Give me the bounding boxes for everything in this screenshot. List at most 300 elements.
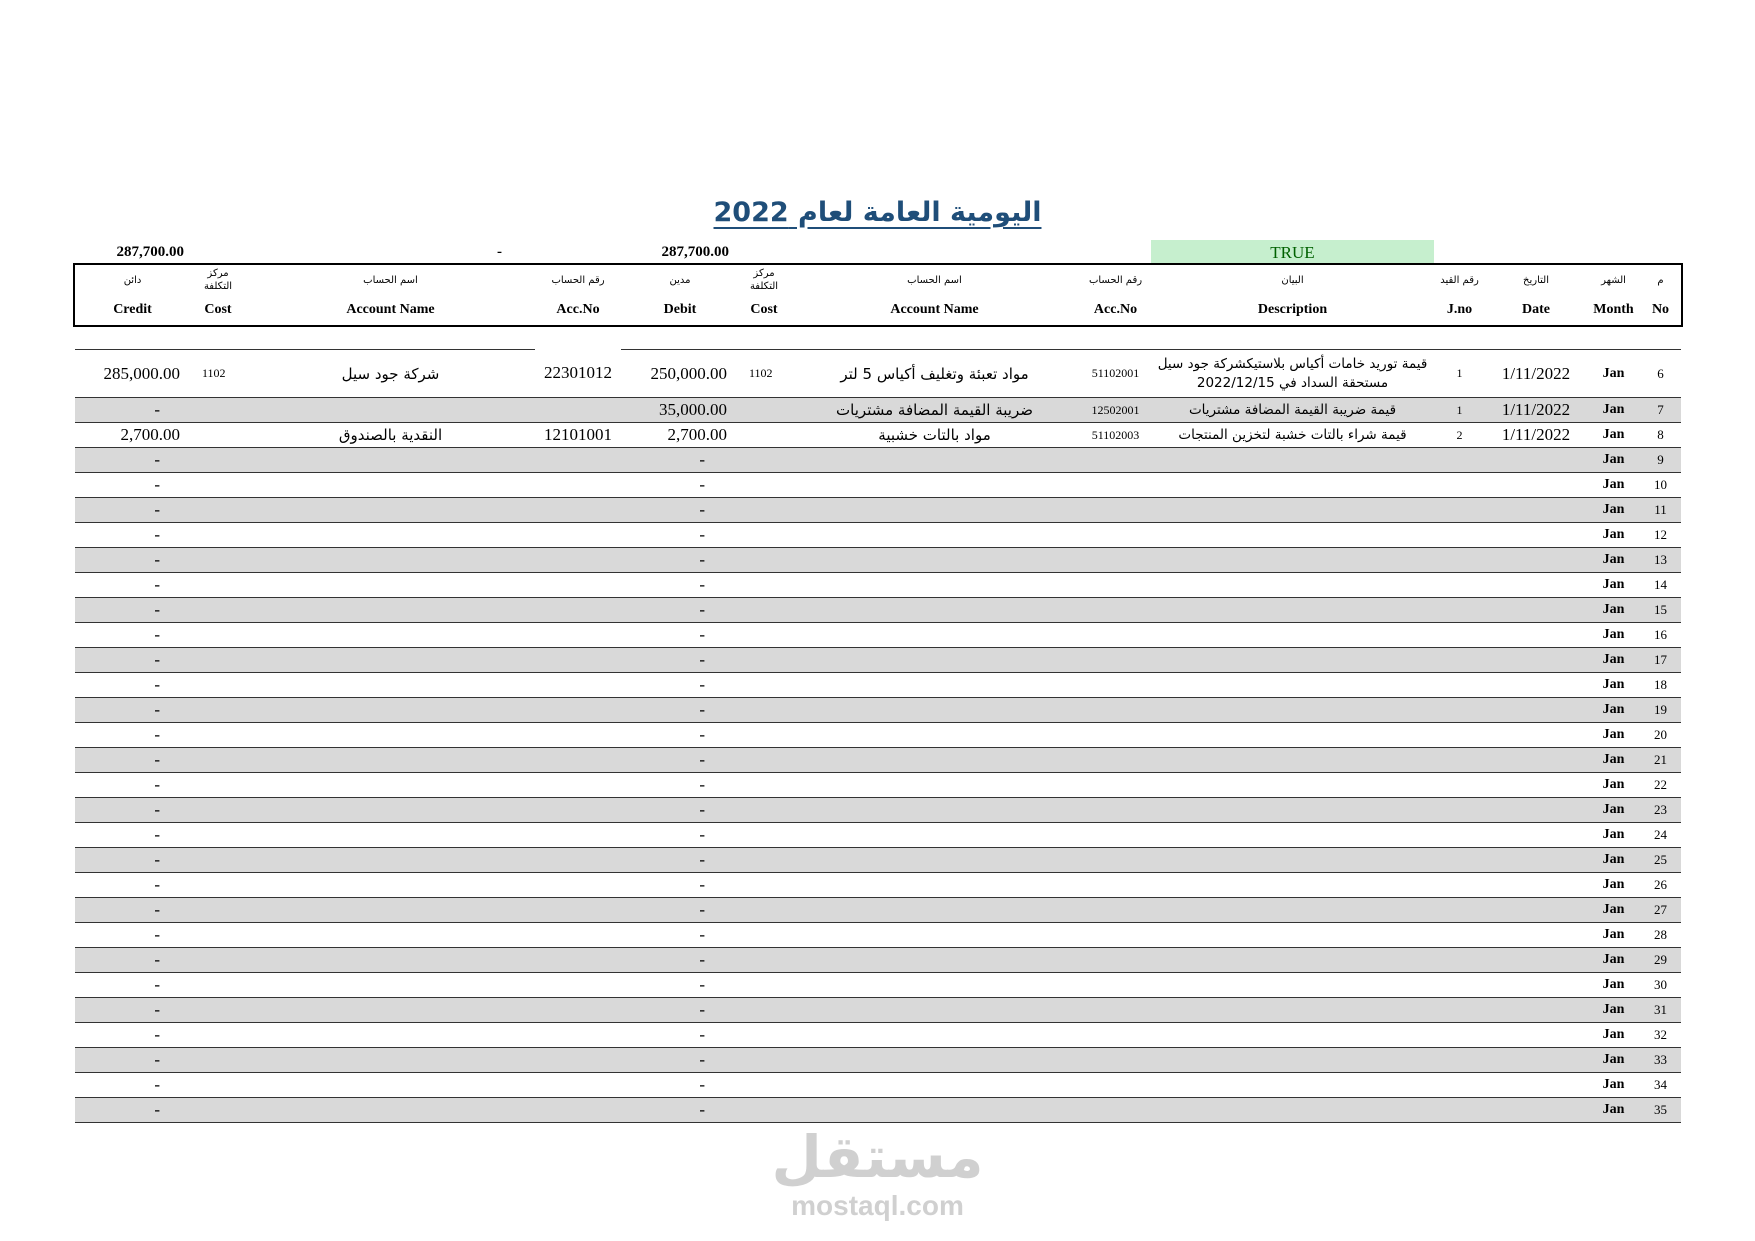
header-acc-name-cr-english-label: Account Name [346,302,435,317]
debit-account-number-cell: 12502001 [1091,402,1140,417]
month-cell: Jan [1602,1027,1625,1042]
journal-row [75,723,1681,748]
date-cell [1485,648,1587,672]
debit-cost-center-cell [739,773,789,797]
credit-cell: - [154,675,160,694]
debit-cost-center-cell [739,423,789,447]
journal-row [75,648,1681,673]
debit-account-name-cell [789,1073,1080,1097]
debit-cost-center-cell [739,1073,789,1097]
credit-cell: - [154,575,160,594]
debit-cost-center-cell [739,498,789,522]
journal-number-cell [1434,498,1485,522]
journal-row [75,973,1681,998]
credit-account-number-cell [535,773,621,797]
journal-row [75,748,1681,773]
header-acc-no-cr [535,265,621,325]
debit-account-name-cell [789,748,1080,772]
month-cell: Jan [1602,552,1625,567]
journal-row [75,398,1681,423]
credit-account-number-cell [535,648,621,672]
debit-cell: - [699,725,705,744]
row-number-cell: 6 [1640,349,1681,397]
description-cell [1151,698,1434,722]
row-number-cell: 33 [1654,1052,1667,1067]
header-description [1151,265,1434,325]
debit-cell: - [699,750,705,769]
total-separator: - [497,244,502,260]
journal-number-cell [1434,623,1485,647]
debit-cost-center-cell [739,1048,789,1072]
date-cell [1485,798,1587,822]
debit-account-number-cell [1080,448,1151,472]
credit-cost-center-cell [190,1098,246,1122]
debit-account-name-cell [789,698,1080,722]
debit-cost-center-cell [739,798,789,822]
header-jno-arabic-label: رقم القيد [1440,274,1479,286]
debit-account-name-cell [789,873,1080,897]
journal-row [75,448,1681,473]
row-number-cell: 15 [1654,602,1667,617]
header-date [1485,265,1587,325]
debit-cell: - [699,1000,705,1019]
month-cell: Jan [1602,802,1625,817]
header-acc-no-cr-english-label: Acc.No [556,302,600,317]
credit-cost-center-cell [190,448,246,472]
debit-cost-center-cell [739,398,789,422]
row-number-cell: 9 [1657,452,1664,467]
debit-account-number-cell [1080,623,1151,647]
credit-account-name-cell [246,873,535,897]
row-number-cell: 14 [1654,577,1667,592]
credit-cost-center-cell [190,598,246,622]
credit-cost-center-cell [190,898,246,922]
description-cell [1151,1098,1434,1122]
debit-cost-center-cell [739,898,789,922]
debit-account-number-cell [1080,823,1151,847]
credit-cell: - [154,600,160,619]
header-credit-arabic-label: دائن [123,274,142,286]
header-acc-name-cr [246,265,535,325]
row-number-cell: 32 [1654,1027,1667,1042]
row-number-cell: 30 [1654,977,1667,992]
journal-row [75,998,1681,1023]
debit-account-name-cell [789,523,1080,547]
credit-account-number-cell [535,398,621,422]
description-cell [1151,748,1434,772]
debit-account-number-cell [1080,1073,1151,1097]
journal-number-cell: 1 [1434,349,1485,397]
credit-account-number-cell: 22301012 [544,363,612,382]
header-acc-no-dr [1080,265,1151,325]
journal-number-cell [1434,923,1485,947]
debit-cell: - [699,550,705,569]
credit-account-number-cell [535,998,621,1022]
description-cell [1151,448,1434,472]
date-cell [1485,548,1587,572]
debit-cell: - [699,675,705,694]
month-cell: Jan [1602,702,1625,717]
row-number-cell: 23 [1654,802,1667,817]
journal-number-cell [1434,598,1485,622]
journal-number-cell [1434,673,1485,697]
header-month-english-label: Month [1593,302,1634,317]
header-acc-name-dr-english-label: Account Name [890,302,979,317]
journal-number-cell [1434,748,1485,772]
row-number-cell: 8 [1657,427,1664,442]
date-cell [1485,623,1587,647]
journal-row [75,848,1681,873]
credit-cost-center-cell [190,973,246,997]
debit-account-number-cell [1080,948,1151,972]
description-cell [1151,998,1434,1022]
debit-cost-center-cell [739,948,789,972]
date-cell: 1/11/2022 [1501,400,1571,419]
date-cell [1485,898,1587,922]
credit-cost-center-cell [190,998,246,1022]
credit-account-number-cell [535,1073,621,1097]
journal-row [75,1048,1681,1073]
journal-number-cell [1434,723,1485,747]
description-cell [1151,773,1434,797]
month-cell: Jan [1602,502,1625,517]
month-cell: Jan [1602,677,1625,692]
debit-cell: - [699,600,705,619]
credit-cell: - [154,900,160,919]
debit-account-name-cell [789,673,1080,697]
journal-row [75,948,1681,973]
credit-account-name-cell [246,673,535,697]
debit-cost-center-cell [739,698,789,722]
journal-number-cell: 2 [1456,427,1463,442]
credit-account-number-cell [535,923,621,947]
journal-row [75,573,1681,598]
journal-row [75,1073,1681,1098]
credit-account-number-cell [535,898,621,922]
credit-cell: - [154,450,160,469]
month-cell: Jan [1602,852,1625,867]
debit-account-name-cell [789,648,1080,672]
journal-row [75,898,1681,923]
journal-row [75,623,1681,648]
credit-account-number-cell [535,798,621,822]
row-number-cell: 35 [1654,1102,1667,1117]
credit-account-name-cell [246,398,535,422]
credit-account-number-cell [535,673,621,697]
mostaql-logo-watermark: مستقل [771,1123,984,1191]
month-cell: Jan [1602,952,1625,967]
header-month [1587,265,1640,325]
credit-account-name-cell [246,998,535,1022]
header-month-arabic-label: الشهر [1601,274,1626,286]
debit-account-number-cell [1080,473,1151,497]
credit-cost-center-cell [190,398,246,422]
row-number-cell: 24 [1654,827,1667,842]
credit-cost-center-cell [190,698,246,722]
description-cell [1151,523,1434,547]
date-cell [1485,823,1587,847]
description-cell [1151,873,1434,897]
month-cell: Jan [1602,402,1625,417]
row-number-cell: 17 [1654,652,1667,667]
date-cell [1485,848,1587,872]
row-number-cell: 26 [1654,877,1667,892]
description-cell [1151,598,1434,622]
month-cell: Jan [1602,877,1625,892]
credit-account-name-cell [246,473,535,497]
credit-account-name-cell [246,573,535,597]
journal-row [75,923,1681,948]
debit-account-name-cell: ضريبة القيمة المضافة مشتريات [836,401,1033,419]
journal-row [75,498,1681,523]
debit-cell: - [699,450,705,469]
journal-number-cell [1434,523,1485,547]
debit-account-number-cell [1080,698,1151,722]
credit-cost-center-cell [190,423,246,447]
credit-cell: - [154,1100,160,1119]
month-cell: Jan [1602,777,1625,792]
header-cost-dr-english-label: Cost [750,302,778,317]
header-cost-dr [739,265,789,325]
debit-account-name-cell [789,948,1080,972]
description-cell [1151,1023,1434,1047]
debit-cell: - [699,950,705,969]
header-no [1640,265,1681,325]
month-cell: Jan [1602,1102,1625,1117]
debit-cost-center-cell [739,1023,789,1047]
month-cell: Jan [1602,977,1625,992]
credit-cost-center-cell [190,498,246,522]
debit-cost-center-cell [739,873,789,897]
credit-account-number-cell [535,548,621,572]
credit-account-name-cell [246,723,535,747]
row-number-cell: 7 [1657,402,1664,417]
debit-cell: - [699,1100,705,1119]
credit-cell: - [154,750,160,769]
debit-account-number-cell [1080,1023,1151,1047]
debit-cell: - [699,475,705,494]
journal-number-cell [1434,948,1485,972]
row-number-cell: 34 [1654,1077,1667,1092]
credit-cost-center-cell [190,848,246,872]
header-cost-dr-arabic-label: مركز التكلفة [749,268,779,292]
description-cell: قيمة ضريبة القيمة المضافة مشتريات [1188,401,1397,418]
header-debit-english-label: Debit [663,302,697,317]
credit-account-name-cell: شركة جود سيل [246,349,535,397]
description-cell [1151,573,1434,597]
date-cell [1485,873,1587,897]
header-description-arabic-label: البيان [1281,274,1304,286]
description-cell: قيمة شراء بالتات خشبة لتخزين المنتجات [1178,426,1407,443]
credit-account-name-cell [246,1048,535,1072]
credit-cell: - [154,1000,160,1019]
header-debit [621,265,739,325]
description-cell [1151,923,1434,947]
debit-cost-center-cell [739,623,789,647]
header-cost-cr-english-label: Cost [204,302,232,317]
credit-cost-center-cell [190,623,246,647]
debit-cell: - [699,800,705,819]
debit-cost-center-cell: 1102 [739,349,789,397]
credit-cell: 2,700.00 [120,425,180,444]
month-cell: Jan [1602,1052,1625,1067]
date-cell [1485,948,1587,972]
month-cell: Jan [1602,602,1625,617]
row-number-cell: 13 [1654,552,1667,567]
credit-cost-center-cell [190,573,246,597]
journal-row [75,598,1681,623]
credit-account-number-cell [535,448,621,472]
date-cell [1485,573,1587,597]
journal-row [75,523,1681,548]
credit-cell: - [154,650,160,669]
journal-number-cell [1434,798,1485,822]
credit-cell: - [154,950,160,969]
debit-account-name-cell [789,773,1080,797]
debit-cost-center-cell [739,573,789,597]
credit-account-name-cell [246,848,535,872]
debit-account-name-cell [789,798,1080,822]
debit-account-name-cell [789,448,1080,472]
journal-number-cell [1434,973,1485,997]
date-cell: 1/11/2022 [1501,425,1571,444]
header-acc-name-dr [789,265,1080,325]
row-number-cell: 31 [1654,1002,1667,1017]
journal-number-cell [1434,648,1485,672]
debit-cost-center-cell [739,548,789,572]
debit-cost-center-cell [739,648,789,672]
credit-cost-center-cell [190,673,246,697]
month-cell: Jan [1602,477,1625,492]
debit-account-name-cell: مواد تعبئة وتغليف أكياس 5 لتر [789,349,1080,397]
credit-cost-center-cell [190,873,246,897]
debit-cell: - [699,575,705,594]
row-number-cell: 21 [1654,752,1667,767]
debit-account-number-cell [1080,773,1151,797]
row-number-cell: 20 [1654,727,1667,742]
row-number-cell: 11 [1654,502,1667,517]
debit-account-name-cell [789,548,1080,572]
debit-cell: - [699,700,705,719]
header-date-english-label: Date [1522,302,1550,317]
debit-cell: - [699,875,705,894]
credit-account-number-cell [535,1023,621,1047]
header-credit [75,265,190,325]
credit-cell: - [154,525,160,544]
month-cell: Jan [1602,527,1625,542]
credit-cost-center-cell [190,823,246,847]
credit-cell: - [154,925,160,944]
date-cell [1485,673,1587,697]
date-cell [1485,698,1587,722]
credit-account-number-cell [535,1098,621,1122]
header-credit-english-label: Credit [113,302,152,317]
debit-account-number-cell [1080,573,1151,597]
debit-cell: - [699,500,705,519]
description-cell [1151,723,1434,747]
journal-row [75,673,1681,698]
header-date-arabic-label: التاريخ [1523,274,1549,286]
credit-cell: - [154,500,160,519]
credit-account-name-cell [246,698,535,722]
debit-account-number-cell [1080,898,1151,922]
date-cell [1485,748,1587,772]
row-number-cell: 16 [1654,627,1667,642]
row-number-cell: 10 [1654,477,1667,492]
debit-account-number-cell [1080,848,1151,872]
date-cell [1485,723,1587,747]
credit-cell: - [154,850,160,869]
description-cell [1151,848,1434,872]
journal-number-cell [1434,473,1485,497]
debit-cost-center-cell [739,1098,789,1122]
credit-cost-center-cell [190,748,246,772]
credit-account-name-cell [246,1073,535,1097]
journal-number-cell [1434,998,1485,1022]
debit-cost-center-cell [739,973,789,997]
header-acc-no-dr-english-label: Acc.No [1093,302,1138,317]
row-number-cell: 19 [1654,702,1667,717]
credit-account-name-cell [246,823,535,847]
debit-account-name-cell [789,573,1080,597]
debit-cell: - [699,825,705,844]
date-cell [1485,523,1587,547]
journal-row [75,698,1681,723]
credit-account-number-cell [535,473,621,497]
credit-account-name-cell [246,498,535,522]
debit-account-number-cell [1080,1098,1151,1122]
credit-cost-center-cell [190,473,246,497]
credit-account-number-cell [535,723,621,747]
debit-account-name-cell [789,723,1080,747]
credit-account-number-cell [535,948,621,972]
description-cell [1151,473,1434,497]
journal-row [75,473,1681,498]
debit-account-name-cell [789,823,1080,847]
credit-account-number-cell [535,873,621,897]
month-cell: Jan [1602,652,1625,667]
credit-account-name-cell [246,923,535,947]
debit-account-number-cell [1080,648,1151,672]
debit-account-name-cell [789,923,1080,947]
page-title: اليومية العامة لعام 2022 [713,197,1042,228]
month-cell: Jan [1602,627,1625,642]
description-cell [1151,898,1434,922]
month-cell: Jan [1602,827,1625,842]
debit-account-name-cell [789,1098,1080,1122]
credit-cell: - [154,625,160,644]
debit-account-number-cell [1080,598,1151,622]
credit-account-name-cell [246,548,535,572]
credit-cell: - [154,550,160,569]
debit-cell: - [699,850,705,869]
credit-account-name-cell [246,598,535,622]
debit-cell: - [699,775,705,794]
header-acc-no-dr-arabic-label: رقم الحساب [1088,274,1143,286]
debit-account-number-cell [1080,1048,1151,1072]
debit-cell: - [699,925,705,944]
description-cell [1151,1048,1434,1072]
description-cell [1151,548,1434,572]
journal-number-cell [1434,1023,1485,1047]
header-no-arabic-label: م [1657,274,1664,286]
date-cell [1485,1048,1587,1072]
row-number-cell: 22 [1654,777,1667,792]
debit-account-number-cell [1080,673,1151,697]
debit-account-name-cell: مواد بالتات خشبية [878,426,991,444]
credit-cell: - [154,975,160,994]
credit-account-name-cell [246,648,535,672]
